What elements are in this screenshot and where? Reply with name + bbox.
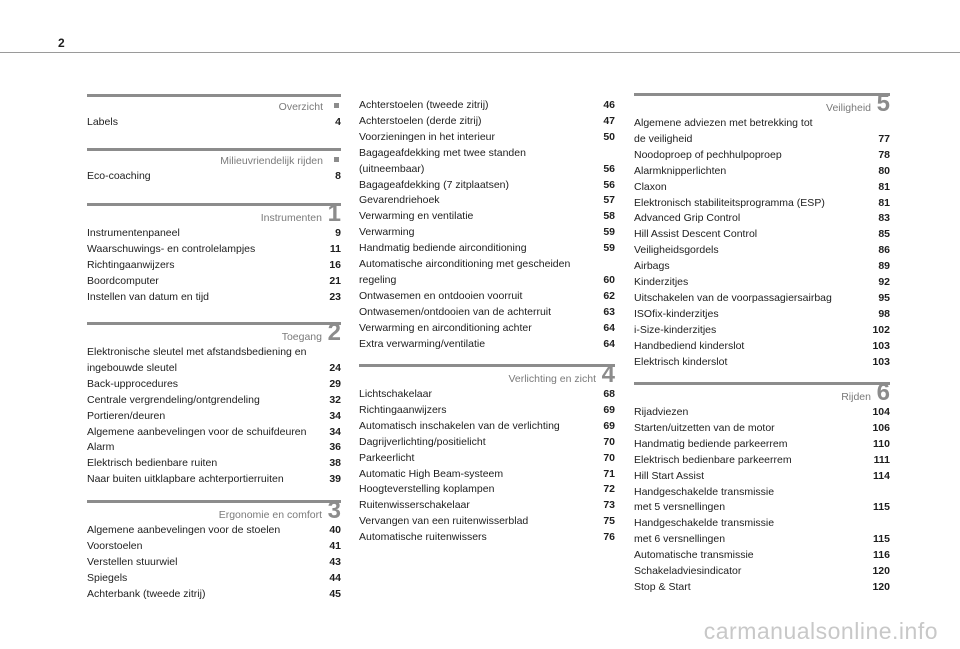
toc-entry-label: Vervangen van een ruitenwisserblad <box>359 515 529 528</box>
toc-entry-page-number: 76 <box>603 531 615 544</box>
toc-entry-page-number: 81 <box>878 180 890 193</box>
toc-entry-page-number: 102 <box>872 323 890 336</box>
toc-entry-label: Algemene aanbevelingen voor de schuifdeuren <box>87 425 307 438</box>
toc-entry-page-number: 36 <box>329 441 341 454</box>
section-header <box>87 148 341 169</box>
toc-entry-page-number: 75 <box>603 515 615 528</box>
toc-entry-label-continued: (uitneembaar) <box>359 162 425 175</box>
toc-entry[interactable] <box>87 472 341 488</box>
toc-entry-label: Algemene adviezen met betrekking tot <box>634 117 813 129</box>
section-instrumenten <box>87 200 341 306</box>
toc-entry-page-number: 8 <box>335 170 341 182</box>
toc-entry-label: Elektronisch stabiliteitsprogramma (ESP) <box>634 196 825 209</box>
toc-entry[interactable] <box>359 387 615 403</box>
toc-entry-label: Bagageafdekking (7 zitplaatsen) <box>359 178 510 191</box>
section-header <box>634 90 890 117</box>
toc-entry-label: Parkeerlicht <box>359 451 415 464</box>
chapter-number: 4 <box>601 361 615 388</box>
section-ergonomie <box>87 497 341 603</box>
toc-entry-page-number: 11 <box>329 242 341 255</box>
chapter-number: 2 <box>327 319 341 346</box>
toc-entry[interactable] <box>359 498 615 514</box>
toc-entry-label: Elektrisch bedienbare ruiten <box>87 457 218 470</box>
toc-entry-label: Elektrisch kinderslot <box>634 355 728 368</box>
toc-entry[interactable] <box>359 178 615 194</box>
toc-entry[interactable] <box>634 421 890 437</box>
toc-entry-label-continued: met 5 versnellingen <box>634 501 726 514</box>
toc-entry-page-number: 98 <box>878 307 890 320</box>
toc-entry[interactable] <box>359 337 615 353</box>
toc-entry-page-number: 32 <box>329 393 341 406</box>
toc-entry-page-number: 46 <box>603 99 615 111</box>
section-header <box>359 361 615 388</box>
toc-entry[interactable] <box>87 290 341 306</box>
toc-entry-page-number: 38 <box>329 457 341 470</box>
toc-entry-page-number: 9 <box>335 227 341 239</box>
section-title: Veiligheid <box>826 102 871 114</box>
toc-entry-label: Handgeschakelde transmissie <box>634 517 775 530</box>
chapter-number: 1 <box>327 200 341 227</box>
toc-entry-label: Alarmknipperlichten <box>634 164 727 177</box>
toc-entry-label: Waarschuwings- en controlelampjes <box>87 242 256 255</box>
toc-entry[interactable] <box>87 258 341 274</box>
toc-entry-page-number: 85 <box>878 228 890 241</box>
toc-entry-page-number: 56 <box>603 178 615 191</box>
toc-entry[interactable] <box>359 241 615 257</box>
toc-entry-label: Airbags <box>634 260 670 273</box>
toc-entry-page-number: 86 <box>878 244 890 257</box>
toc-entry[interactable] <box>359 435 615 451</box>
toc-entry-label: Voorstoelen <box>87 539 143 552</box>
toc-entry[interactable] <box>359 514 615 530</box>
section-title: Toegang <box>281 331 322 343</box>
toc-entry-label-continued: met 6 versnellingen <box>634 533 726 546</box>
toc-entry-page-number: 60 <box>603 273 615 286</box>
toc-entry-page-number: 83 <box>878 212 890 225</box>
toc-entry-page-number: 81 <box>878 196 890 209</box>
toc-entry[interactable] <box>359 130 615 146</box>
toc-entry-page-number: 56 <box>603 162 615 175</box>
entry-list <box>87 115 341 131</box>
section-header <box>87 94 341 115</box>
toc-entry-label: Ontwasemen/ontdooien van de achterruit <box>359 305 552 318</box>
toc-entry[interactable] <box>634 469 890 485</box>
toc-entry-page-number: 104 <box>872 406 890 418</box>
toc-entry-label-continued: ingebouwde sleutel <box>87 361 177 374</box>
toc-entry-label: Achterbank (tweede zitrij) <box>87 587 206 600</box>
toc-entry[interactable] <box>359 114 615 130</box>
section-verlichting <box>359 361 615 546</box>
entry-list <box>87 169 341 185</box>
toc-entry[interactable] <box>87 587 341 603</box>
toc-entry[interactable] <box>634 307 890 323</box>
toc-entry[interactable] <box>359 257 615 289</box>
section-toegang <box>87 319 341 488</box>
toc-entry-page-number: 57 <box>603 194 615 207</box>
toc-entry[interactable] <box>634 355 890 371</box>
toc-entry-page-number: 29 <box>329 377 341 390</box>
page-number: 2 <box>58 36 65 50</box>
toc-entry-label: Verwarming en airconditioning achter <box>359 321 532 334</box>
toc-entry[interactable] <box>359 289 615 305</box>
toc-entry-label: Handbediend kinderslot <box>634 339 745 352</box>
section-rijden <box>634 379 890 596</box>
toc-entry[interactable] <box>634 227 890 243</box>
toc-entry-label: Elektronische sleutel met afstandsbediening en <box>87 346 307 358</box>
toc-entry-page-number: 34 <box>329 425 341 438</box>
toc-entry-label: Kinderzitjes <box>634 276 689 289</box>
toc-entry-label: Automatische transmissie <box>634 549 754 562</box>
toc-entry-page-number: 50 <box>603 130 615 143</box>
toc-entry-page-number: 111 <box>873 453 890 466</box>
chapter-number: 6 <box>876 379 890 406</box>
toc-entry[interactable] <box>359 193 615 209</box>
entry-list <box>359 387 615 546</box>
toc-entry[interactable] <box>359 419 615 435</box>
section-title: Instrumenten <box>260 212 322 224</box>
toc-entry-label: ISOfix-kinderzitjes <box>634 307 719 320</box>
toc-entry-page-number: 44 <box>329 571 341 584</box>
entry-list <box>634 116 890 371</box>
toc-entry-label: Ruitenwisserschakelaar <box>359 499 470 512</box>
section-title: Overzicht <box>278 101 323 113</box>
toc-entry-label: Stop & Start <box>634 580 691 593</box>
section-header <box>87 200 341 227</box>
toc-entry[interactable] <box>87 440 341 456</box>
section-header <box>634 379 890 406</box>
toc-entry-label: Hill Start Assist <box>634 469 705 482</box>
toc-entry[interactable] <box>359 321 615 337</box>
toc-entry-page-number: 115 <box>873 533 890 546</box>
toc-entry-label: Ontwasemen en ontdooien voorruit <box>359 289 523 302</box>
toc-entry-label: Schakeladviesindicator <box>634 565 742 578</box>
toc-entry-page-number: 63 <box>603 305 615 318</box>
toc-entry-page-number: 69 <box>603 419 615 432</box>
chapter-number: 5 <box>876 90 890 117</box>
section-bullet-icon <box>334 103 339 108</box>
toc-entry[interactable] <box>359 403 615 419</box>
toc-entry[interactable] <box>87 226 341 242</box>
toc-entry-page-number: 115 <box>873 501 890 514</box>
entry-list <box>87 345 341 488</box>
toc-entry-label-continued: de veiligheid <box>634 132 693 145</box>
toc-entry-label: Rijadviezen <box>634 406 689 418</box>
toc-entry-label: Extra verwarming/ventilatie <box>359 337 486 350</box>
section-veiligheid <box>634 90 890 371</box>
toc-entry[interactable] <box>87 555 341 571</box>
toc-entry-page-number: 73 <box>603 499 615 512</box>
toc-entry-page-number: 47 <box>603 114 615 127</box>
toc-entry-label: Hoogteverstelling koplampen <box>359 483 495 496</box>
toc-entry-label: Automatische ruitenwissers <box>359 531 487 544</box>
toc-entry[interactable] <box>87 425 341 441</box>
toc-entry-label: Automatisch inschakelen van de verlichting <box>359 419 560 432</box>
toc-entry[interactable] <box>359 146 615 178</box>
toc-entry-page-number: 70 <box>603 451 615 464</box>
toc-entry-label: Handgeschakelde transmissie <box>634 485 775 498</box>
toc-entry-page-number: 64 <box>603 337 615 350</box>
toc-entry[interactable] <box>634 196 890 212</box>
toc-entry-page-number: 62 <box>603 289 615 302</box>
toc-entry-page-number: 116 <box>873 549 890 562</box>
toc-entry[interactable] <box>634 437 890 453</box>
toc-entry[interactable] <box>359 467 615 483</box>
toc-entry-label: Veiligheidsgordels <box>634 244 719 257</box>
entry-list <box>359 98 615 353</box>
toc-entry-page-number: 16 <box>329 258 341 271</box>
toc-entry-label: Alarm <box>87 441 115 454</box>
toc-entry[interactable] <box>634 323 890 339</box>
section-header <box>87 319 341 346</box>
toc-entry[interactable] <box>359 530 615 546</box>
toc-entry[interactable] <box>634 116 890 148</box>
toc-entry-page-number: 89 <box>878 260 890 273</box>
section-ergonomie-continued <box>359 98 615 353</box>
toc-entry-page-number: 21 <box>329 274 341 287</box>
toc-entry-page-number: 69 <box>603 403 615 416</box>
toc-entry-label: Achterstoelen (derde zitrij) <box>359 114 482 127</box>
toc-entry-label: Bagageafdekking met twee standen <box>359 146 526 159</box>
toc-entry-label: Spiegels <box>87 571 128 584</box>
toc-entry-label: Starten/uitzetten van de motor <box>634 421 775 434</box>
toc-entry-label: Handmatig bediende parkeerrem <box>634 437 788 450</box>
entry-list <box>87 523 341 603</box>
toc-entry[interactable] <box>634 275 890 291</box>
toc-entry[interactable] <box>359 451 615 467</box>
toc-entry-label: Verwarming <box>359 226 415 239</box>
toc-entry[interactable] <box>87 345 341 377</box>
toc-entry-page-number: 43 <box>329 555 341 568</box>
toc-entry-page-number: 78 <box>878 148 890 161</box>
toc-entry[interactable] <box>87 169 341 185</box>
toc-entry-page-number: 40 <box>329 524 341 536</box>
toc-entry-label-continued: regeling <box>359 273 397 286</box>
toc-entry[interactable] <box>87 377 341 393</box>
toc-entry[interactable] <box>87 571 341 587</box>
toc-entry-label: Hill Assist Descent Control <box>634 228 758 241</box>
toc-entry-page-number: 77 <box>878 132 890 145</box>
toc-entry-page-number: 92 <box>878 276 890 289</box>
toc-entry[interactable] <box>87 456 341 472</box>
toc-entry-page-number: 39 <box>329 473 341 486</box>
toc-entry-page-number: 68 <box>603 388 615 400</box>
toc-entry[interactable] <box>87 393 341 409</box>
toc-entry-page-number: 70 <box>603 435 615 448</box>
entry-list <box>87 226 341 306</box>
toc-entry[interactable] <box>634 405 890 421</box>
toc-entry-page-number: 41 <box>329 539 341 552</box>
section-title: Verlichting en zicht <box>508 373 596 385</box>
toc-entry[interactable] <box>634 164 890 180</box>
toc-entry[interactable] <box>359 225 615 241</box>
toc-entry-page-number: 34 <box>329 409 341 422</box>
toc-entry-label: Eco-coaching <box>87 170 151 182</box>
toc-entry[interactable] <box>634 485 890 517</box>
toc-entry-page-number: 114 <box>873 469 890 482</box>
toc-entry-page-number: 4 <box>335 116 341 128</box>
toc-entry-page-number: 23 <box>329 290 341 303</box>
toc-entry[interactable] <box>87 539 341 555</box>
toc-entry-page-number: 120 <box>872 580 890 593</box>
toc-entry-label: Algemene aanbevelingen voor de stoelen <box>87 524 281 536</box>
toc-entry-page-number: 120 <box>872 565 890 578</box>
toc-entry-label: Portieren/deuren <box>87 409 166 422</box>
toc-entry-label: Handmatig bediende airconditioning <box>359 242 527 255</box>
toc-entry[interactable] <box>359 482 615 498</box>
toc-entry-page-number: 110 <box>873 437 890 450</box>
watermark: carmanualsonline.info <box>703 618 938 644</box>
toc-entry-page-number: 59 <box>603 242 615 255</box>
toc-entry[interactable] <box>87 242 341 258</box>
toc-entry-label: Centrale vergrendeling/ontgrendeling <box>87 393 260 406</box>
toc-entry[interactable] <box>359 305 615 321</box>
toc-entry-page-number: 71 <box>603 467 615 480</box>
toc-entry-label: Dagrijverlichting/positielicht <box>359 435 486 448</box>
section-milieu <box>87 148 341 185</box>
toc-entry[interactable] <box>87 523 341 539</box>
entry-list <box>634 405 890 596</box>
section-title: Milieuvriendelijk rijden <box>220 155 323 167</box>
toc-entry[interactable] <box>634 453 890 469</box>
toc-entry-label: Boordcomputer <box>87 274 159 287</box>
section-overzicht <box>87 94 341 131</box>
section-bullet-icon <box>334 157 339 162</box>
toc-entry-label: Instellen van datum en tijd <box>87 290 209 303</box>
toc-entry[interactable] <box>359 209 615 225</box>
toc-entry-label: Gevarendriehoek <box>359 194 440 207</box>
toc-entry-label: Verwarming en ventilatie <box>359 210 474 223</box>
toc-entry[interactable] <box>87 115 341 131</box>
toc-entry-label: Elektrisch bedienbare parkeerrem <box>634 453 792 466</box>
section-header <box>87 497 341 524</box>
toc-entry[interactable] <box>634 339 890 355</box>
section-title: Ergonomie en comfort <box>218 509 322 521</box>
toc-entry-label: Noodoproep of pechhulpoproep <box>634 148 782 161</box>
toc-entry[interactable] <box>634 243 890 259</box>
toc-entry-page-number: 59 <box>603 226 615 239</box>
toc-entry-page-number: 95 <box>878 291 890 304</box>
toc-entry[interactable] <box>634 211 890 227</box>
toc-entry[interactable] <box>359 98 615 114</box>
toc-entry[interactable] <box>634 548 890 564</box>
toc-entry-label: Automatic High Beam-systeem <box>359 467 504 480</box>
toc-entry-page-number: 103 <box>872 355 890 368</box>
toc-entry-label: Instrumentenpaneel <box>87 227 180 239</box>
toc-entry[interactable] <box>634 580 890 596</box>
toc-entry-label: Voorzieningen in het interieur <box>359 130 496 143</box>
toc-entry-page-number: 24 <box>329 361 341 374</box>
toc-entry[interactable] <box>634 148 890 164</box>
toc-entry[interactable] <box>634 516 890 548</box>
toc-entry[interactable] <box>634 259 890 275</box>
toc-entry-label: Back-upprocedures <box>87 377 179 390</box>
toc-entry-label: Claxon <box>634 180 667 193</box>
toc-entry-label: Achterstoelen (tweede zitrij) <box>359 99 489 111</box>
toc-entry-page-number: 64 <box>603 321 615 334</box>
toc-entry-page-number: 106 <box>872 421 890 434</box>
header-divider <box>0 52 960 53</box>
toc-entry-label: Verstellen stuurwiel <box>87 555 178 568</box>
toc-entry-label: Labels <box>87 116 118 128</box>
toc-entry[interactable] <box>87 409 341 425</box>
toc-entry-page-number: 103 <box>872 339 890 352</box>
toc-entry-page-number: 58 <box>603 210 615 223</box>
toc-entry[interactable] <box>634 291 890 307</box>
toc-entry-label: Lichtschakelaar <box>359 388 432 400</box>
toc-entry-page-number: 80 <box>878 164 890 177</box>
toc-entry[interactable] <box>634 564 890 580</box>
toc-entry-label: Automatische airconditioning met gescheiden <box>359 258 571 271</box>
toc-entry-label: Advanced Grip Control <box>634 212 741 225</box>
toc-entry-label: Naar buiten uitklapbare achterportierruiten <box>87 473 284 486</box>
section-title: Rijden <box>841 391 871 403</box>
toc-entry-label: Richtingaanwijzers <box>87 258 175 271</box>
toc-entry[interactable] <box>634 180 890 196</box>
toc-entry-page-number: 72 <box>603 483 615 496</box>
chapter-number: 3 <box>327 497 341 524</box>
toc-entry-page-number: 45 <box>329 587 341 600</box>
toc-entry-label: Uitschakelen van de voorpassagiersairbag <box>634 291 832 304</box>
toc-entry-label: i-Size-kinderzitjes <box>634 323 717 336</box>
toc-entry-label: Richtingaanwijzers <box>359 403 447 416</box>
toc-entry[interactable] <box>87 274 341 290</box>
